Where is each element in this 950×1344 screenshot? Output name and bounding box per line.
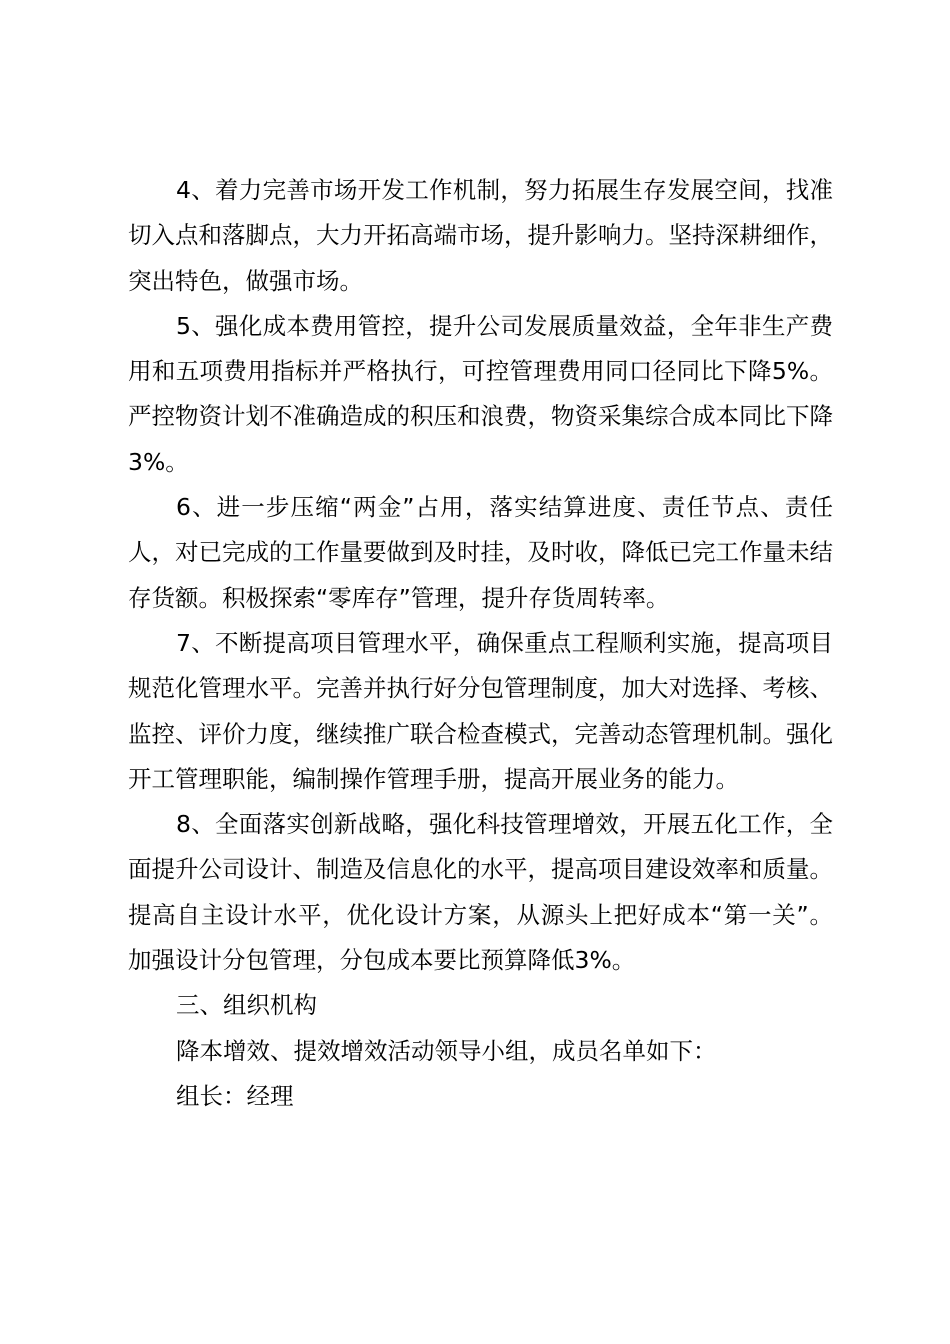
document-page: [128, 168, 833, 1119]
paragraph-innovation-strategy: 8、全面落实创新战略，强化科技管理增效，开展五化工作，全面提升公司设计、制造及信息化的水平，提高项目建设效率和质量。提高自主设计水平，优化设计方案，从源头上把好成本“第一关”。加强设计分包管理，分包成本要比预算降低3%。: [128, 810, 833, 975]
section-heading: 三、组织机构: [176, 991, 317, 1020]
paragraph-two-funds: 6、进一步压缩“两金”占用，落实结算进度、责任节点、责任人，对已完成的工作量要做到及时挂，及时收，降低已完工作量未结存货额。积极探索“零库存”管理，提升存货周转率。: [128, 493, 833, 612]
paragraph-market-development: 4、着力完善市场开发工作机制，努力拓展生存发展空间，找准切入点和落脚点，大力开拓高端市场，提升影响力。坚持深耕细作，突出特色，做强市场。: [128, 176, 833, 295]
leader-line: 组长：经理: [176, 1081, 294, 1110]
org-intro: 降本增效、提效增效活动领导小组，成员名单如下：: [176, 1036, 717, 1065]
paragraph-project-management: 7、不断提高项目管理水平，确保重点工程顺利实施，提高项目规范化管理水平。完善并执行好分包管理制度，加大对选择、考核、监控、评价力度，继续推广联合检查模式，完善动态管理机制。强化开工管理职能，编制操作管理手册，提高开展业务的能力。: [128, 628, 833, 793]
paragraph-cost-control: 5、强化成本费用管控，提升公司发展质量效益，全年非生产费用和五项费用指标并严格执行，可控管理费用同口径同比下降5%。严控物资计划不准确造成的积压和浪费，物资采集综合成本同比下降3%。: [128, 311, 833, 476]
